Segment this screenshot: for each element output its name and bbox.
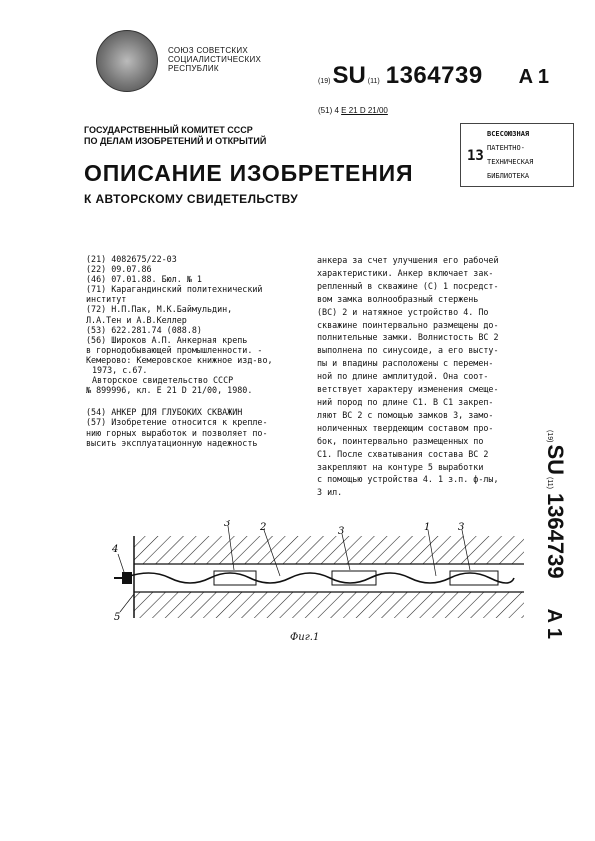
abstract-line: ний пород по длине С1. В С1 закреп-	[317, 396, 494, 407]
abstract-line: полнительные замки. Волнистость ВС 2	[317, 332, 499, 343]
rock-lower	[134, 592, 524, 618]
side-publication-number	[543, 430, 588, 690]
abstract-line: нию горных выработок и позволяет по-	[86, 427, 268, 438]
number-tag: (11)	[367, 78, 380, 85]
number-tag: (11)	[546, 477, 553, 489]
patent-number: 1364739	[543, 492, 568, 579]
abstract-line: 3 ил.	[317, 487, 343, 498]
abstract-line: высить эксплуатационную надежность	[86, 437, 258, 448]
country-code: SU	[543, 444, 568, 476]
biblio-line: в горнодобывающей промышленности. -	[86, 344, 263, 355]
committee	[84, 125, 266, 147]
figure-label: 1	[424, 522, 431, 533]
figure-label: 4	[112, 544, 119, 555]
abstract-line: скважине поинтервально размещены до-	[317, 319, 499, 330]
patent-number: 1364739	[385, 62, 483, 89]
committee-line: ПО ДЕЛАМ ИЗОБРЕТЕНИЙ И ОТКРЫТИЙ	[84, 136, 267, 146]
abstract-line: анкера за счет улучшения его рабочей	[317, 255, 499, 265]
country-code-tag: (19)	[318, 78, 331, 85]
invention-title: (54) АНКЕР ДЛЯ ГЛУБОКИХ СКВАЖИН	[86, 407, 243, 418]
kind-code: A 1	[518, 66, 550, 88]
document-title: ОПИСАНИЕ ИЗОБРЕТЕНИЯ	[84, 160, 414, 186]
country-line: РЕСПУБЛИК	[168, 64, 219, 73]
document-subtitle: К АВТОРСКОМУ СВИДЕТЕЛЬСТВУ	[84, 192, 299, 206]
abstract-line: ветствует характеру изменения смеще-	[317, 384, 499, 395]
abstract-line: характеристики. Анкер включает зак-	[317, 267, 494, 278]
biblio-line: (71) Карагандинский политехнический	[86, 284, 263, 295]
abstract-line: пы и впадины расположены с перемен-	[317, 358, 494, 369]
abstract-column	[317, 254, 553, 499]
stamp-line: ПАТЕНТНО-	[487, 144, 525, 152]
figure-caption: Фиг.1	[290, 632, 320, 643]
biblio-line: (72) Н.П.Пак, М.К.Баймульдин,	[86, 304, 233, 315]
library-stamp	[460, 123, 574, 187]
ipc-class	[318, 106, 388, 115]
figure-label: 5	[114, 612, 121, 620]
biblio-line: № 899996, кл. Е 21 D 21/00, 1980.	[86, 385, 253, 396]
country-name	[168, 46, 261, 73]
committee-line: ГОСУДАРСТВЕННЫЙ КОМИТЕТ СССР	[84, 125, 253, 135]
stamp-line: ВСЕСОЮЗНАЯ	[487, 130, 530, 138]
abstract-line: закрепляют на контуре 5 выработки	[317, 461, 484, 472]
biblio-line: (22) 09.07.86	[86, 264, 152, 275]
anchor-figure	[110, 520, 530, 620]
stamp-number: 13	[467, 148, 484, 164]
abstract-line: С1. После схватывания состава ВС 2	[317, 448, 489, 459]
rock-upper	[134, 536, 524, 564]
abstract-line: ноличенных твердеющим составом про-	[317, 422, 494, 433]
kind-code: A 1	[543, 608, 565, 639]
stamp-line: БИБЛИОТЕКА	[487, 172, 530, 180]
country-code-tag: (19)	[546, 430, 553, 443]
biblio-line: (21) 4082675/22-03	[86, 254, 177, 264]
abstract-line: ной по длине амплитудой. Она соот-	[317, 371, 489, 382]
publication-number	[318, 62, 549, 90]
biblio-line: (46) 07.01.88. Бюл. № 1	[86, 274, 202, 285]
abstract-line: вом замка волнообразный стержень	[317, 293, 479, 304]
abstract-line: ляют ВС 2 с помощью замков 3, замо-	[317, 409, 494, 420]
abstract-line: (ВС) 2 и натяжное устройство 4. По	[317, 306, 489, 317]
abstract-line: репленный в скважине (С) 1 посредст-	[317, 280, 499, 291]
abstract-line: (57) Изобретение относится к крепле-	[86, 417, 268, 428]
figure-label: 3	[224, 520, 231, 529]
stamp-line: ТЕХНИЧЕСКАЯ	[487, 158, 534, 166]
abstract-line: бок, поинтервально размещенных по	[317, 435, 484, 446]
abstract-line: с помощью устройства 4. 1 з.п. ф-лы,	[317, 474, 499, 485]
figure-label: 3	[458, 522, 465, 533]
figure-label: 3	[338, 526, 345, 537]
country-line: СОЮЗ СОВЕТСКИХ	[168, 46, 249, 55]
biblio-line: институт	[86, 294, 127, 305]
biblio-line: Авторское свидетельство СССР	[92, 375, 234, 386]
ipc-tag: (51) 4	[318, 106, 339, 115]
country-line: СОЦИАЛИСТИЧЕСКИХ	[168, 55, 262, 64]
ipc-code: E 21 D 21/00	[341, 106, 388, 115]
biblio-line: 1973, с.67.	[92, 365, 148, 376]
biblio-line: Л.А.Тен и А.В.Келлер	[86, 314, 187, 325]
ussr-emblem	[96, 30, 158, 92]
country-code: SU	[332, 62, 366, 89]
bibliography-column	[86, 254, 306, 448]
figure-label: 2	[260, 522, 267, 533]
biblio-line: Кемерово: Кемеровское книжное изд-во,	[86, 354, 273, 365]
biblio-line: (56) Широков А.П. Анкерная крепь	[86, 334, 248, 345]
biblio-line: (53) 622.281.74 (088.8)	[86, 324, 202, 335]
abstract-line: выполнена по синусоиде, а его высту-	[317, 345, 499, 356]
